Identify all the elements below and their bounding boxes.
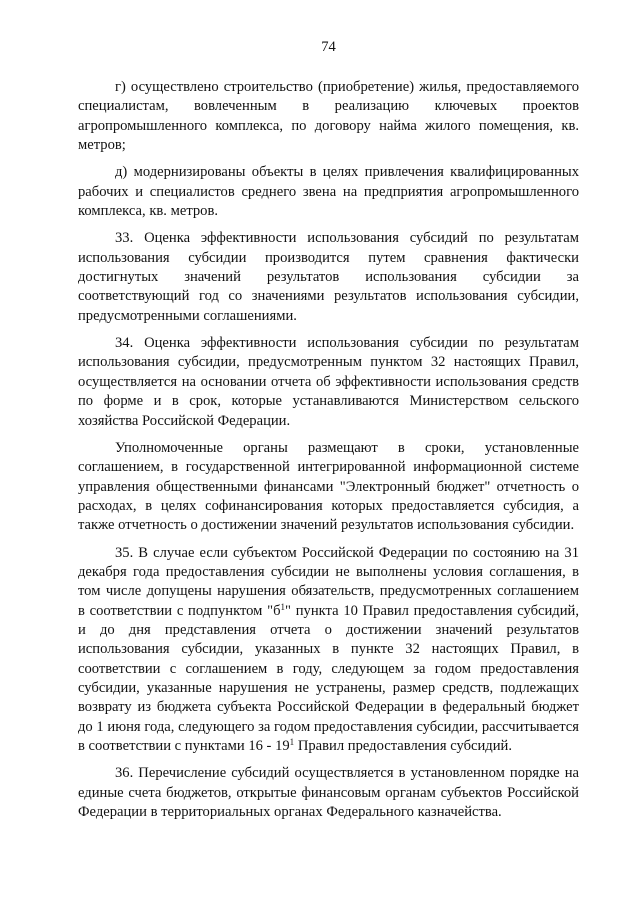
- page-number: 74: [321, 39, 336, 55]
- paragraph-authorized-bodies: Уполномоченные органы размещают в сроки, установленные соглашением, в государственной интегрированной информационной системе управления общественными финансами "Электронный бюджет" отчетность о расходах, в целях софинансирования которых предоставляется субсидия, а также отчетность о достижении значений результатов использования субсидии.: [78, 439, 579, 534]
- paragraph-item-d: д) модернизированы объекты в целях привлечения квалифицированных рабочих и специалистов среднего звена на предприятия агропромышленного комплекса, кв. метров.: [78, 164, 579, 220]
- clause-35-text-part-1: 35. В случае если субъектом Российской Федерации по состоянию на 31 декабря года предоставления субсидии не выполнены условия соглашения, в том числе допущены нарушения обязательств, предусмотренных соглашением в соответствии с подпунктом "б: [78, 544, 579, 619]
- paragraph-item-g: г) осуществлено строительство (приобретение) жилья, предоставляемого специалистам, вовлеченным в реализацию ключевых проектов агропромышленного комплекса, по договору найма жилого помещения, кв. метров;: [78, 79, 579, 154]
- clause-35-text-part-2: " пункта 10 Правил предоставления субсидий, и до дня представления отчета о достижении значений результатов использования субсидии, указанных в пункте 32 настоящих Правил, в соответствии с соглашением в году, следующем за годом предоставления субсидии, указанные нарушения не устранены, размер средств, подлежащих возврату из бюджета субъекта Российской Федерации в федеральный бюджет до 1 июня года, следующего за годом предоставления субсидии, рассчитывается в соответствии с пунктами 16 - 19: [78, 602, 579, 754]
- clause-35-text-part-3: Правил предоставления субсидий.: [294, 738, 512, 754]
- clause-35-superscript-2: 1: [289, 737, 295, 747]
- paragraph-clause-36: 36. Перечисление субсидий осуществляется в установленном порядке на единые счета бюджетов, открытые финансовым органам субъектов Российской Федерации в территориальных органах Федерального казначейства.: [78, 765, 579, 821]
- paragraph-clause-34: 34. Оценка эффективности использования субсидии по результатам использования субсидии, предусмотренным пунктом 32 настоящих Правил, осуществляется на основании отчета об эффективности использования средств по форме и в срок, которые устанавливаются Министерством сельского хозяйства Российской Федерации.: [78, 335, 579, 429]
- paragraph-clause-33: 33. Оценка эффективности использования субсидий по результатам использования субсидии производится путем сравнения фактически достигнутых значений результатов использования субсидии за соответствующий год со значениями результатов использования субсидии, предусмотренными соглашениями.: [78, 230, 579, 324]
- clause-35-superscript-1: 1: [280, 601, 286, 612]
- paragraph-clause-35: [78, 544, 579, 757]
